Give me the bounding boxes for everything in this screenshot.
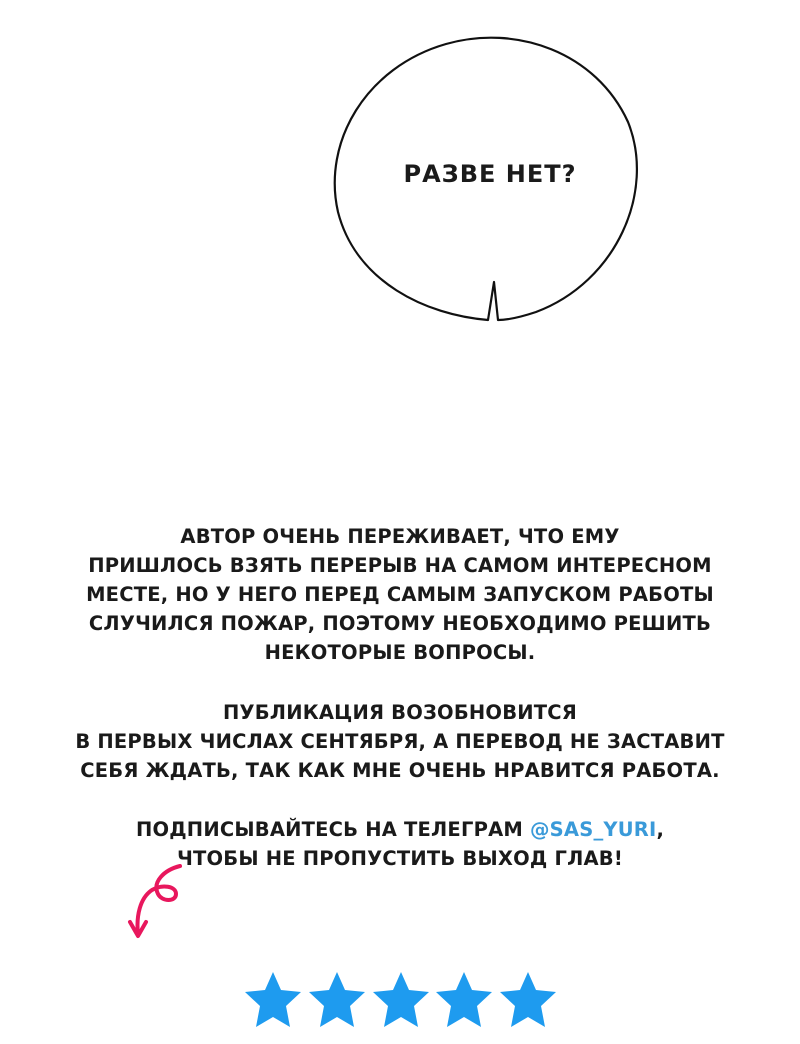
note-2-line-2: В ПЕРВЫХ ЧИСЛАХ СЕНТЯБРЯ, А ПЕРЕВОД НЕ ЗАСТАВИТ (75, 730, 725, 753)
note-2-line-3: СЕБЯ ЖДАТЬ, ТАК КАК МНЕ ОЧЕНЬ НРАВИТСЯ РАБОТА. (80, 759, 720, 782)
subscribe-comma: , (656, 818, 665, 841)
star-icon (307, 970, 367, 1030)
note-1-line-5: НЕКОТОРЫЕ ВОПРОСЫ. (264, 641, 536, 664)
star-icon (371, 970, 431, 1030)
note-paragraph-1 (60, 522, 740, 667)
note-2-line-1: ПУБЛИКАЦИЯ ВОЗОБНОВИТСЯ (222, 701, 578, 724)
note-paragraph-2 (60, 698, 740, 785)
star-icon (498, 970, 558, 1030)
note-3-line-1 (60, 815, 740, 844)
note-1-line-1: АВТОР ОЧЕНЬ ПЕРЕЖИВАЕТ, ЧТО ЕМУ (180, 525, 620, 548)
bubble-text: РАЗВЕ НЕТ? (403, 160, 577, 188)
note-1-line-3: МЕСТЕ, НО У НЕГО ПЕРЕД САМЫМ ЗАПУСКОМ РАБОТЫ (86, 583, 714, 606)
star-icon (434, 970, 494, 1030)
star-rating (243, 970, 558, 1032)
subscribe-text: ПОДПИСЫВАЙТЕСЬ НА ТЕЛЕГРАМ (135, 818, 530, 841)
star-icon (243, 970, 303, 1030)
note-1-line-2: ПРИШЛОСЬ ВЗЯТЬ ПЕРЕРЫВ НА САМОМ ИНТЕРЕСНОМ (88, 554, 712, 577)
note-3-line-2: ЧТОБЫ НЕ ПРОПУСТИТЬ ВЫХОД ГЛАВ! (177, 847, 623, 870)
telegram-handle-link[interactable]: @SAS_YURI (529, 818, 657, 841)
note-1-line-4: СЛУЧИЛСЯ ПОЖАР, ПОЭТОМУ НЕОБХОДИМО РЕШИТЬ (88, 612, 712, 635)
curly-arrow-icon (122, 860, 192, 942)
